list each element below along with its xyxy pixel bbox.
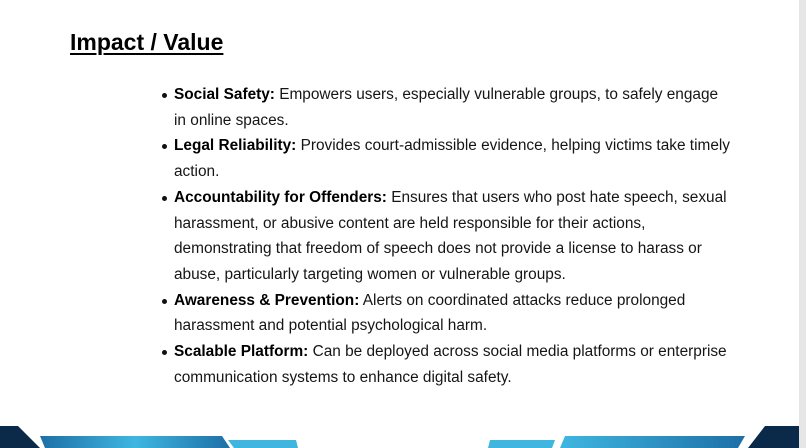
bullet-text: Can be deployed across social media platforms or enterprise communication systems to enhance digital safety. [174,343,727,386]
band-navy-left [0,426,40,448]
bullet-item [174,185,734,288]
bottom-decorative-band [0,426,799,448]
bullet-term: Awareness & Prevention: [174,291,360,309]
bullet-text: Provides court-admissible evidence, helping victims take timely action. [174,137,730,181]
band-blue-right [560,436,745,448]
band-navy-right [748,426,799,448]
bullet-icon [162,299,167,304]
bullet-item [174,339,734,390]
bullet-icon [162,350,167,355]
band-blue-left [40,436,230,448]
bullet-icon [162,93,167,98]
bullet-item [174,288,734,339]
bullet-list [174,82,734,390]
bullet-text: Ensures that users who post hate speech, sexual harassment, or abusive content are held responsible for their actions, demonstrating that freedom of speech does not provide a license to harass or abuse, particularly targeting women or vulnerable groups. [174,188,727,283]
bullet-text: Alerts on coordinated attacks reduce prolonged harassment and potential psychological harm. [174,291,686,335]
bullet-icon [162,144,167,149]
right-edge-strip [799,0,806,448]
bullet-term: Scalable Platform: [174,343,309,361]
bullet-icon [162,196,167,201]
band-cyan-left [228,440,298,448]
bullet-term: Accountability for Offenders: [174,188,387,206]
bullet-text: Empowers users, especially vulnerable groups, to safely engage in online spaces. [174,86,719,129]
bullet-term: Social Safety: [174,86,275,103]
bullet-item [174,133,734,184]
band-cyan-right [488,440,555,448]
slide-title: Impact / Value [70,29,224,55]
bullet-item [174,82,734,133]
bullet-term: Legal Reliability: [174,137,297,155]
